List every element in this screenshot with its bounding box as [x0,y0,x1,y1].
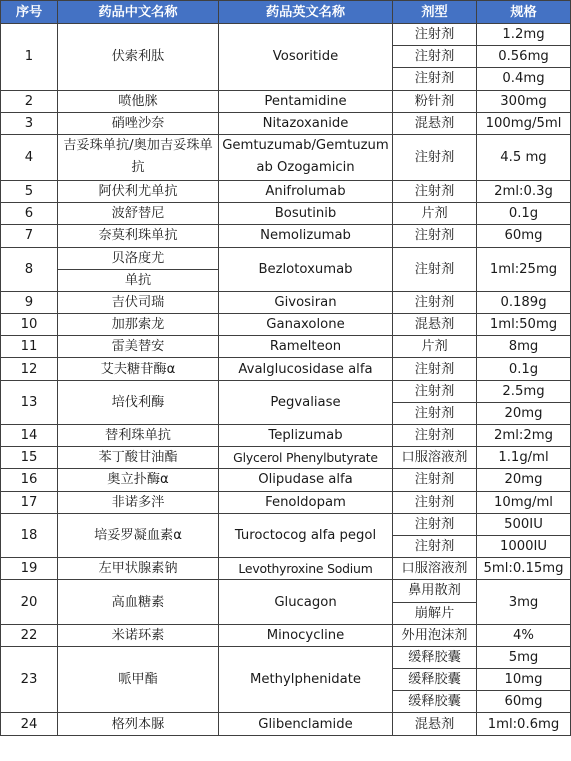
chinese-name: 贝洛度尤 [58,247,219,269]
english-name: Glucagon [219,580,393,624]
specification: 0.189g [477,291,571,313]
english-name: Minocycline [219,624,393,646]
row-number: 5 [1,180,58,202]
table-row [1,90,571,112]
specification: 2ml:2mg [477,425,571,447]
row-number: 6 [1,203,58,225]
chinese-name: 伏索利肽 [58,24,219,91]
specification: 0.1g [477,358,571,380]
chinese-name: 吉妥珠单抗/奥加吉妥珠单抗 [58,134,219,180]
table-header-row [1,1,571,24]
specification: 1ml:50mg [477,314,571,336]
chinese-name: 左甲状腺素钠 [58,558,219,580]
specification: 300mg [477,90,571,112]
dosage-form: 注射剂 [393,380,477,402]
english-name: Glycerol Phenylbutyrate [219,447,393,469]
dosage-form: 片剂 [393,203,477,225]
dosage-form: 崩解片 [393,602,477,624]
row-number: 22 [1,624,58,646]
row-number: 14 [1,425,58,447]
dosage-form: 注射剂 [393,68,477,90]
chinese-name: 替利珠单抗 [58,425,219,447]
chinese-name: 雷美替安 [58,336,219,358]
table-row [1,646,571,668]
specification: 2ml:0.3g [477,180,571,202]
chinese-name: 高血糖素 [58,580,219,624]
table-row [1,291,571,313]
row-number: 17 [1,491,58,513]
row-number: 19 [1,558,58,580]
dosage-form: 注射剂 [393,402,477,424]
dosage-form: 片剂 [393,336,477,358]
dosage-form: 注射剂 [393,491,477,513]
english-name: Teplizumab [219,425,393,447]
english-name: Olipudase alfa [219,469,393,491]
row-number: 2 [1,90,58,112]
chinese-name: 阿伏利尤单抗 [58,180,219,202]
dosage-form: 混悬剂 [393,713,477,735]
dosage-form: 口服溶液剂 [393,447,477,469]
specification: 2.5mg [477,380,571,402]
specification: 60mg [477,225,571,247]
row-number: 11 [1,336,58,358]
specification: 100mg/5ml [477,112,571,134]
table-row [1,447,571,469]
specification: 20mg [477,402,571,424]
dosage-form: 粉针剂 [393,90,477,112]
row-number: 13 [1,380,58,424]
english-name: Bosutinib [219,203,393,225]
specification: 0.1g [477,203,571,225]
english-name: Givosiran [219,291,393,313]
row-number: 10 [1,314,58,336]
english-name: Turoctocog alfa pegol [219,513,393,557]
chinese-name: 加那索龙 [58,314,219,336]
row-number: 4 [1,134,58,180]
specification: 60mg [477,691,571,713]
chinese-name: 哌甲酯 [58,646,219,713]
table-row [1,380,571,402]
table-row [1,336,571,358]
english-name: Pegvaliase [219,380,393,424]
row-number: 3 [1,112,58,134]
dosage-form: 缓释胶囊 [393,691,477,713]
chinese-name: 米诺环素 [58,624,219,646]
specification: 1.1g/ml [477,447,571,469]
row-number: 23 [1,646,58,713]
row-number: 1 [1,24,58,91]
english-name: Pentamidine [219,90,393,112]
chinese-name: 硝唑沙奈 [58,112,219,134]
table-row [1,713,571,735]
english-name: Vosoritide [219,24,393,91]
english-name: Anifrolumab [219,180,393,202]
chinese-name: 格列本脲 [58,713,219,735]
english-name: Fenoldopam [219,491,393,513]
english-name: Gemtuzumab/Gemtuzumab Ozogamicin [219,134,393,180]
specification: 500IU [477,513,571,535]
row-number: 8 [1,247,58,291]
table-row [1,558,571,580]
specification: 5ml:0.15mg [477,558,571,580]
row-number: 16 [1,469,58,491]
table-row [1,247,571,269]
specification: 3mg [477,580,571,624]
dosage-form: 注射剂 [393,247,477,291]
table-row [1,580,571,602]
specification: 5mg [477,646,571,668]
header-chinese-name: 药品中文名称 [58,1,219,24]
table-row [1,513,571,535]
dosage-form: 注射剂 [393,425,477,447]
dosage-form: 鼻用散剂 [393,580,477,602]
dosage-form: 注射剂 [393,535,477,557]
dosage-form: 缓释胶囊 [393,669,477,691]
row-number: 9 [1,291,58,313]
row-number: 20 [1,580,58,624]
dosage-form: 注射剂 [393,24,477,46]
table-row [1,624,571,646]
specification: 1ml:25mg [477,247,571,291]
chinese-name: 喷他脒 [58,90,219,112]
specification: 8mg [477,336,571,358]
header-dosage-form: 剂型 [393,1,477,24]
dosage-form: 注射剂 [393,225,477,247]
table-row [1,180,571,202]
english-name: Ganaxolone [219,314,393,336]
english-name: Methylphenidate [219,646,393,713]
table-row [1,314,571,336]
dosage-form: 缓释胶囊 [393,646,477,668]
dosage-form: 口服溶液剂 [393,558,477,580]
row-number: 18 [1,513,58,557]
table-row [1,491,571,513]
specification: 4.5 mg [477,134,571,180]
table-row [1,225,571,247]
dosage-form: 外用泡沫剂 [393,624,477,646]
chinese-name: 非诺多泮 [58,491,219,513]
row-number: 12 [1,358,58,380]
chinese-name: 艾夫糖苷酶α [58,358,219,380]
chinese-name: 苯丁酸甘油酯 [58,447,219,469]
dosage-form: 混悬剂 [393,112,477,134]
dosage-form: 混悬剂 [393,314,477,336]
chinese-name: 吉伏司瑞 [58,291,219,313]
english-name: Levothyroxine Sodium [219,558,393,580]
table-row [1,112,571,134]
english-name: Ramelteon [219,336,393,358]
chinese-name: 奈莫利珠单抗 [58,225,219,247]
table-row [1,203,571,225]
table-row [1,358,571,380]
specification: 4% [477,624,571,646]
table-row [1,425,571,447]
dosage-form: 注射剂 [393,291,477,313]
table-row [1,469,571,491]
chinese-name: 培妥罗凝血素α [58,513,219,557]
specification: 1.2mg [477,24,571,46]
chinese-name: 波舒替尼 [58,203,219,225]
english-name: Bezlotoxumab [219,247,393,291]
row-number: 7 [1,225,58,247]
english-name: Nemolizumab [219,225,393,247]
dosage-form: 注射剂 [393,134,477,180]
chinese-name: 培伐利酶 [58,380,219,424]
specification: 1000IU [477,535,571,557]
chinese-name: 奥立扑酶α [58,469,219,491]
header-specification: 规格 [477,1,571,24]
header-english-name: 药品英文名称 [219,1,393,24]
english-name: Avalglucosidase alfa [219,358,393,380]
specification: 20mg [477,469,571,491]
dosage-form: 注射剂 [393,513,477,535]
chinese-name: 单抗 [58,269,219,291]
specification: 10mg/ml [477,491,571,513]
row-number: 15 [1,447,58,469]
english-name: Glibenclamide [219,713,393,735]
dosage-form: 注射剂 [393,180,477,202]
english-name: Nitazoxanide [219,112,393,134]
header-number: 序号 [1,1,58,24]
dosage-form: 注射剂 [393,358,477,380]
table-row [1,24,571,46]
row-number: 24 [1,713,58,735]
table-row [1,134,571,180]
specification: 0.56mg [477,46,571,68]
specification: 0.4mg [477,68,571,90]
dosage-form: 注射剂 [393,46,477,68]
dosage-form: 注射剂 [393,469,477,491]
specification: 1ml:0.6mg [477,713,571,735]
specification: 10mg [477,669,571,691]
